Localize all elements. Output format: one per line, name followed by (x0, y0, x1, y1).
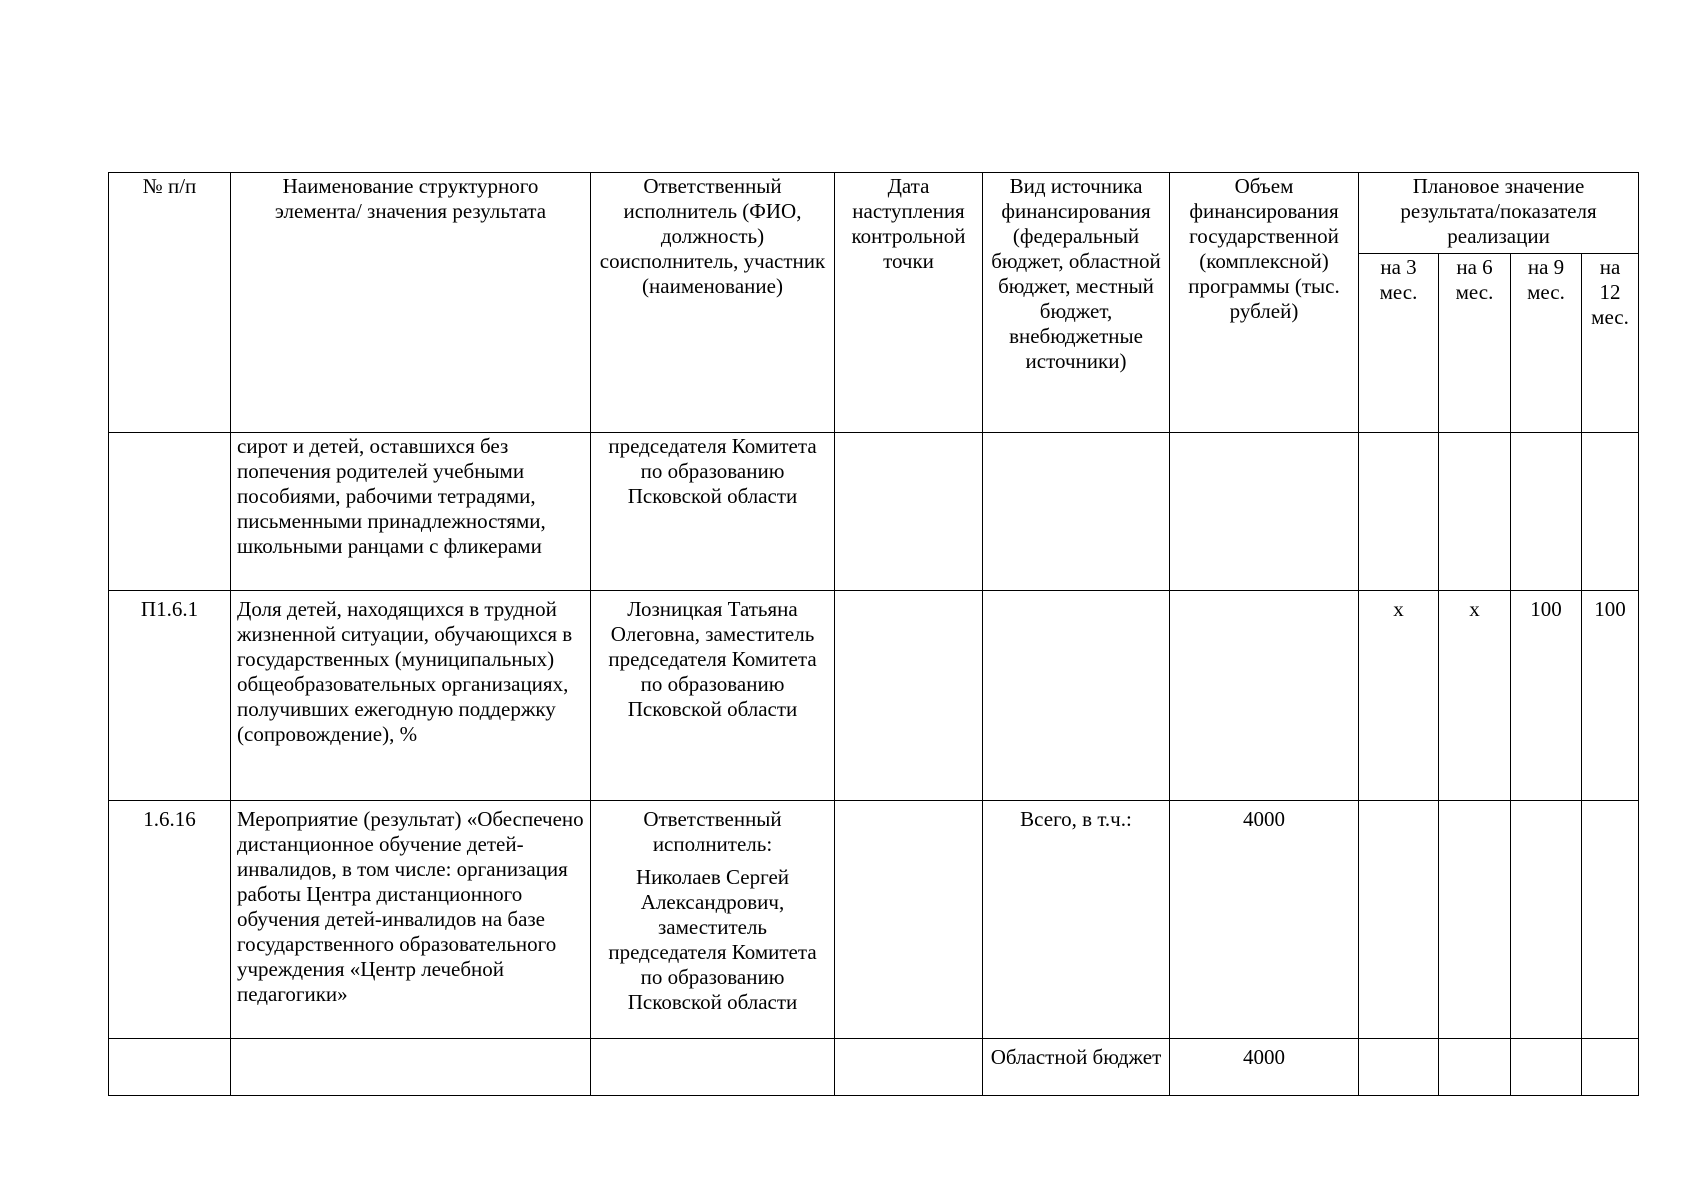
cell-responsible-wrap (591, 801, 835, 1039)
cell-source (983, 591, 1170, 801)
header-m9: на 9 мес. (1511, 254, 1582, 433)
cell-m9: 100 (1511, 591, 1582, 801)
cell-m3: х (1359, 591, 1439, 801)
table-row (109, 433, 1639, 591)
header-plan: Плановое значение результата/показателя реализации (1359, 173, 1639, 254)
cell-source: Всего, в т.ч.: (983, 801, 1170, 1039)
table-row (109, 591, 1639, 801)
cell-responsible-title: Ответственный исполнитель: (643, 807, 782, 856)
cell-num (109, 1039, 231, 1096)
header-m6: на 6 мес. (1439, 254, 1511, 433)
cell-m3 (1359, 801, 1439, 1039)
header-m3: на 3 мес. (1359, 254, 1439, 433)
program-table (108, 172, 1639, 1096)
cell-volume (1170, 433, 1359, 591)
header-num: № п/п (109, 173, 231, 433)
cell-num (109, 433, 231, 591)
cell-name: Доля детей, находящихся в трудной жизненной ситуации, обучающихся в государственных (муниципальных) общеобразовательных организациях, получивших ежегодную поддержку (сопровождение), % (231, 591, 591, 801)
cell-m6 (1439, 801, 1511, 1039)
header-m12: на 12 мес. (1582, 254, 1639, 433)
cell-m6 (1439, 1039, 1511, 1096)
cell-name: сирот и детей, оставшихся без попечения родителей учебными пособиями, рабочими тетрадями, письменными принадлежностями, школьными ранцами с фликерами (231, 433, 591, 591)
cell-date (835, 801, 983, 1039)
cell-date (835, 1039, 983, 1096)
header-responsible: Ответственный исполнитель (ФИО, должность) соисполнитель, участник (наименование) (591, 173, 835, 433)
cell-m12 (1582, 433, 1639, 591)
cell-m9 (1511, 433, 1582, 591)
cell-responsible (591, 1039, 835, 1096)
cell-m12: 100 (1582, 591, 1639, 801)
cell-responsible: Лозницкая Татьяна Олеговна, заместитель председателя Комитета по образованию Псковской области (591, 591, 835, 801)
cell-m6 (1439, 433, 1511, 591)
header-source: Вид источника финансирования (федеральный бюджет, областной бюджет, местный бюджет, внебюджетные источники) (983, 173, 1170, 433)
table-row (109, 801, 1639, 1039)
cell-date (835, 433, 983, 591)
cell-volume (1170, 591, 1359, 801)
cell-m9 (1511, 801, 1582, 1039)
cell-name: Мероприятие (результат) «Обеспечено дистанционное обучение детей-инвалидов, в том числе: организация работы Центра дистанционного обучения детей-инвалидов на базе государственного образовательного учреждения «Центр лечебной педагогики» (231, 801, 591, 1039)
cell-source: Областной бюджет (983, 1039, 1170, 1096)
header-name: Наименование структурного элемента/ значения результата (231, 173, 591, 433)
cell-num: 1.6.16 (109, 801, 231, 1039)
cell-m6: х (1439, 591, 1511, 801)
cell-m3 (1359, 1039, 1439, 1096)
header-date: Дата наступления контрольной точки (835, 173, 983, 433)
cell-volume: 4000 (1170, 1039, 1359, 1096)
cell-responsible: председателя Комитета по образованию Псковской области (591, 433, 835, 591)
cell-m9 (1511, 1039, 1582, 1096)
header-row (109, 173, 1639, 254)
cell-source (983, 433, 1170, 591)
cell-responsible: Николаев Сергей Александрович, заместитель председателя Комитета по образованию Псковской области (608, 865, 817, 1014)
cell-m3 (1359, 433, 1439, 591)
cell-date (835, 591, 983, 801)
cell-name (231, 1039, 591, 1096)
cell-m12 (1582, 801, 1639, 1039)
table-row (109, 1039, 1639, 1096)
header-volume: Объем финансирования государственной (комплексной) программы (тыс. рублей) (1170, 173, 1359, 433)
cell-volume: 4000 (1170, 801, 1359, 1039)
cell-num: П1.6.1 (109, 591, 231, 801)
cell-m12 (1582, 1039, 1639, 1096)
